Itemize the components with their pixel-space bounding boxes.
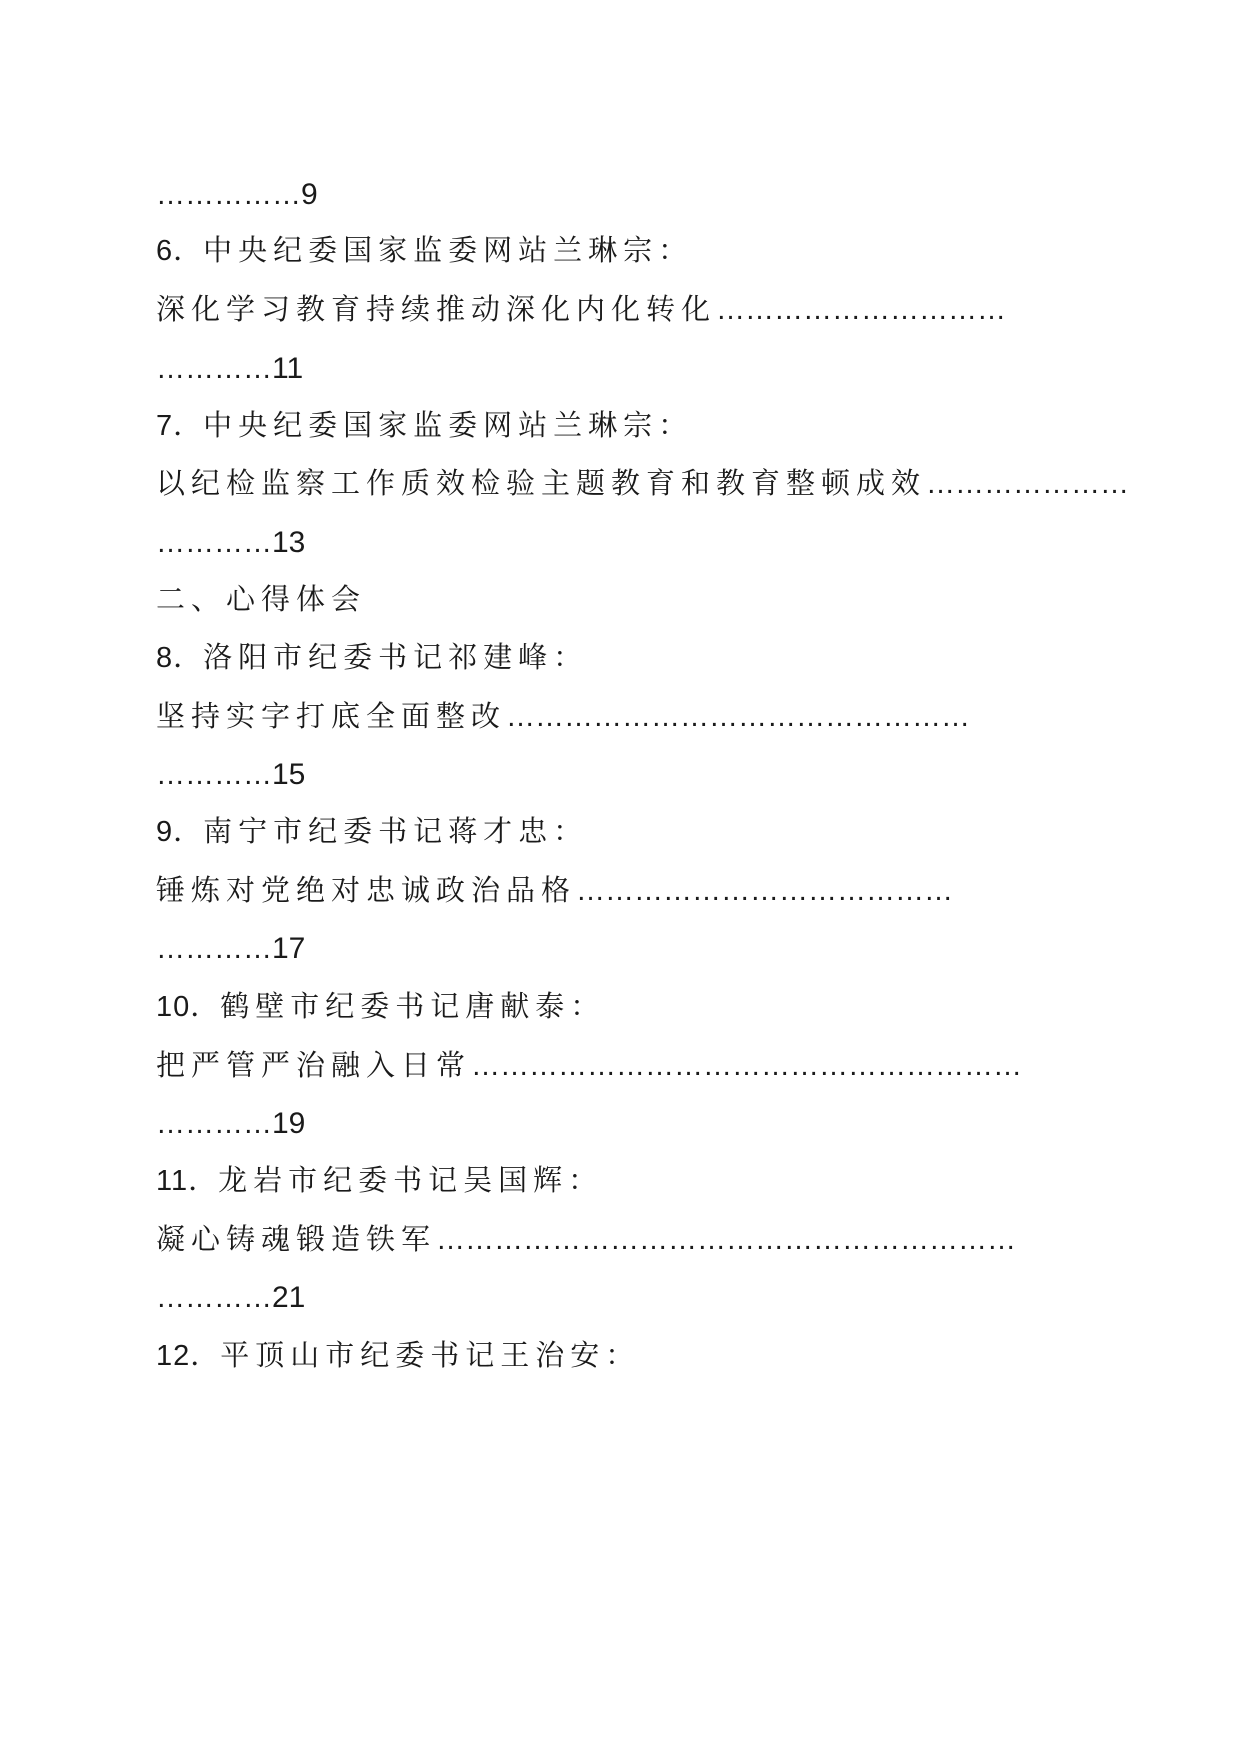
- toc-entry: [156, 289, 1076, 329]
- item-author: 南宁市纪委书记蒋才忠：: [203, 814, 589, 848]
- leader-dots: …………: [156, 759, 272, 791]
- leader-dots: …………………………………………………: [471, 1050, 1023, 1082]
- toc-continuation: [156, 1103, 1076, 1143]
- leader-dots: …………: [156, 1282, 272, 1314]
- toc-continuation: [156, 754, 1076, 794]
- leader-dots: …………: [156, 1108, 272, 1140]
- page-number: 21: [272, 1281, 306, 1314]
- toc-continuation: [156, 522, 1076, 562]
- toc-continuation: [156, 928, 1076, 968]
- entry-title: 把严管严治融入日常: [156, 1048, 472, 1082]
- item-author: 鹤壁市纪委书记唐献泰：: [220, 989, 606, 1023]
- toc-continuation: [156, 1277, 1076, 1317]
- toc-heading: [156, 811, 1076, 851]
- section-heading: [156, 579, 1076, 619]
- toc-entry: [156, 870, 1076, 910]
- page-number: 15: [272, 758, 306, 791]
- entry-title: 凝心铸魂锻造铁军: [156, 1222, 437, 1256]
- page-number: 13: [272, 526, 306, 559]
- leader-dots: …………………: [926, 468, 1130, 500]
- item-author: 平顶山市纪委书记王治安：: [220, 1338, 641, 1372]
- entry-title: 深化学习教育持续推动深化内化转化: [156, 292, 717, 326]
- toc-heading: [156, 986, 1076, 1026]
- item-author: 洛阳市纪委书记祁建峰：: [203, 640, 589, 674]
- leader-dots: ……………………………………………………: [436, 1224, 1017, 1256]
- section-title: 二、心得体会: [156, 582, 367, 616]
- toc-heading: [156, 405, 1076, 445]
- page-number: 17: [272, 932, 306, 965]
- toc-heading: [156, 637, 1076, 677]
- entry-title: 锤炼对党绝对忠诚政治品格: [156, 873, 577, 907]
- toc-heading: [156, 1335, 1076, 1375]
- toc-entry: [156, 463, 1130, 503]
- leader-dots: …………………………………: [576, 875, 954, 907]
- page-number: 19: [272, 1107, 306, 1140]
- item-author: 中央纪委国家监委网站兰琳宗：: [203, 233, 694, 267]
- toc-entry: [156, 1219, 1076, 1259]
- page-number: 11: [272, 352, 304, 385]
- toc-entry: [156, 1045, 1076, 1085]
- entry-title: 以纪检监察工作质效检验主题教育和教育整顿成效: [156, 466, 927, 500]
- page-number: 9: [301, 178, 318, 211]
- item-number: 12．: [156, 1340, 221, 1372]
- leader-dots: …………………………: [716, 294, 1007, 326]
- toc-heading: [156, 230, 1076, 270]
- toc-continuation: [156, 174, 1076, 214]
- item-number: 8．: [156, 642, 204, 674]
- item-author: 龙岩市纪委书记吴国辉：: [218, 1163, 604, 1197]
- toc-entry: [156, 696, 1076, 736]
- toc-continuation: [156, 348, 1076, 388]
- item-number: 9．: [156, 816, 204, 848]
- leader-dots: …………: [156, 933, 272, 965]
- leader-dots: ……………: [156, 179, 301, 211]
- leader-dots: …………: [156, 527, 272, 559]
- leader-dots: …………………………………………: [506, 701, 971, 733]
- leader-dots: …………: [156, 353, 272, 385]
- item-number: 7．: [156, 410, 204, 442]
- toc-heading: [156, 1160, 1076, 1200]
- entry-title: 坚持实字打底全面整改: [156, 699, 507, 733]
- item-number: 11．: [156, 1165, 219, 1197]
- item-author: 中央纪委国家监委网站兰琳宗：: [203, 408, 694, 442]
- item-number: 10．: [156, 991, 221, 1023]
- item-number: 6．: [156, 235, 204, 267]
